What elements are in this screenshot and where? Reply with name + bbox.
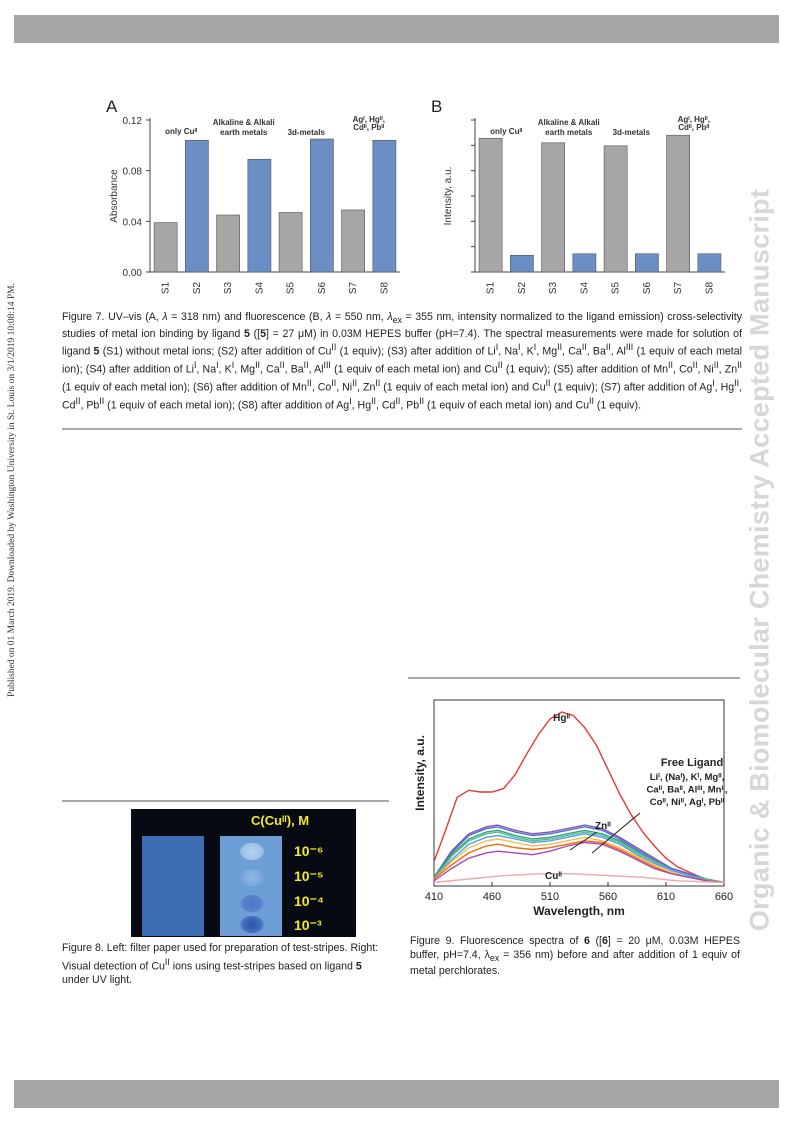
photo-title: C(Cuᴵᴵ), M xyxy=(251,813,310,828)
bar-S4 xyxy=(248,159,271,272)
y-tick-label: 0.00 xyxy=(122,268,142,279)
annotation-1: Alkaline & Alkali xyxy=(537,118,600,127)
conc-label-2: 10⁻⁵ xyxy=(294,868,324,884)
x-tick-label: S3 xyxy=(223,281,235,295)
label-free-line-1: Caᴵᴵ, Baᴵᴵ, Alᴵᴵᴵ, Mnᴵᴵ, xyxy=(646,784,728,796)
spot-1e-5 xyxy=(240,869,264,886)
x-tick-label: 560 xyxy=(598,891,618,903)
annotation-5: Cdᴵᴵ, Pbᴵᴵ xyxy=(353,123,385,132)
label-cu: Cuᴵᴵ xyxy=(545,871,562,882)
x-tick-label: S8 xyxy=(379,281,391,295)
figure7-caption: Figure 7. UV–vis (A, λ = 318 nm) and fluorescence (B, λ = 550 nm, $\lambda_{ex} = 355$ nm, intensity normalized to the ligand emission) cross-selectivity studies of metal ion binding by ligand 5 ([5] = 27 μM) in 0.03M HEPES buffer (pH=7.4). The spectral measurements were made for solution of ligand 5 (S1) without metal ions; (S2) after addition of $Cu^{II}$ (1 equiv); (S3) after addition of $Li^I$, $Na^I$, $K^I$, $Mg^{II}$, $Ca^{II}$, $Ba^{II}$, $Al^{III}$ (1 equiv of each metal ion); (S4) after addition of $Li^I$, $Na^I$, $K^I$, $Mg^{II}$, $Ca^{II}$, $Ba^{II}$, $Al^{III}$ (1 equiv of each metal ion) and $Cu^{II}$ (1 equiv); (S5) after addition of $Mn^{II}$, $Co^{II}$, $Ni^{II}$, $Zn^{II}$ (1 equiv of each metal ion); (S6) after addition of $Mn^{II}$, $Co^{II}$, $Ni^{II}$, $Zn^{II}$ (1 equiv of each metal ion) and $Cu^{II}$ (1 equiv); (S7) after addition of $Ag^I$, $Hg^{II}$, $Cd^{II}$, $Pb^{II}$ (1 equiv of each metal ion); (S8) after addition of $Ag^I$, $Hg^{II}$, $Cd^{II}$, $Pb^{II}$ (1 equiv of each metal ion) and $Cu^{II}$ (1 equiv). xyxy=(62,311,743,412)
download-notice-text: Published on 01 March 2019. Downloaded by Washington University in St. Louis on 3/1/2019 10:08:14 PM. xyxy=(7,283,17,697)
separator-2 xyxy=(408,677,740,679)
watermark-text: Organic & Biomolecular Chemistry Accepted Manuscript xyxy=(744,188,775,932)
bar-S6 xyxy=(310,139,333,272)
y-tick-label: 0.12 xyxy=(122,116,142,127)
panel-label: A xyxy=(106,97,118,116)
bar-S3 xyxy=(217,215,240,272)
label-free-title: Free Ligand xyxy=(660,757,724,769)
conc-label-4: 10⁻³ xyxy=(294,917,322,933)
spot-1e-3 xyxy=(240,916,264,933)
test-stripe-photo xyxy=(131,809,356,937)
panel-label: B xyxy=(431,97,443,116)
annotation-2: earth metals xyxy=(220,128,268,137)
x-tick-label: 460 xyxy=(482,891,502,903)
label-free-line-0: Liᴵ, (Naᴵ), Kᴵ, Mgᴵᴵ, xyxy=(649,772,725,783)
annotation-0: only Cuᴵᴵ xyxy=(165,127,198,136)
figure8-caption: Figure 8. Left: filter paper used for preparation of test-stripes. Right: Visual detection of $Cu^{II}$ ions using test-stripes based on ligand 5 under UV light. xyxy=(62,942,379,986)
x-tick-label: 510 xyxy=(540,891,560,903)
y-axis-label: Intensity, a.u. xyxy=(413,735,427,811)
bar-S8 xyxy=(373,140,396,272)
journal-watermark xyxy=(737,0,783,1123)
label-free-line-2: Coᴵᴵ, Niᴵᴵ, Agᴵ, Pbᴵᴵ xyxy=(649,797,725,808)
x-tick-label: S8 xyxy=(704,281,716,295)
bar-S5 xyxy=(279,212,302,272)
x-tick-label: S6 xyxy=(316,281,328,295)
annotation-3: 3d-metals xyxy=(612,128,650,137)
conc-label-1: 10⁻⁶ xyxy=(294,843,324,859)
bar-S1 xyxy=(479,138,502,272)
annotation-4: Agᴵ, Hgᴵᴵ, xyxy=(352,115,385,124)
bar-S6 xyxy=(635,254,658,272)
x-tick-label: S1 xyxy=(485,281,497,295)
conc-label-3: 10⁻⁴ xyxy=(294,893,324,909)
y-axis-label: Intensity, a.u. xyxy=(443,166,454,226)
annotation-5: Cdᴵᴵ, Pbᴵᴵ xyxy=(678,123,710,132)
x-tick-label: S5 xyxy=(610,281,622,295)
separator-3 xyxy=(62,800,389,802)
bar-S7 xyxy=(342,210,365,272)
bar-S1 xyxy=(154,223,177,272)
bar-S5 xyxy=(604,146,627,272)
x-tick-label: S3 xyxy=(548,281,560,295)
x-tick-label: S5 xyxy=(285,281,297,295)
x-tick-label: S6 xyxy=(641,281,653,295)
bar-S4 xyxy=(573,254,596,272)
x-tick-label: S7 xyxy=(348,281,360,295)
figure9-spectra xyxy=(412,690,740,932)
bar-S7 xyxy=(667,135,690,272)
x-tick-label: S1 xyxy=(160,281,172,295)
annotation-2: earth metals xyxy=(545,128,593,137)
x-tick-label: S2 xyxy=(191,281,203,295)
spot-1e-4 xyxy=(240,895,264,912)
x-tick-label: 660 xyxy=(714,891,734,903)
x-tick-label: 410 xyxy=(424,891,444,903)
x-tick-label: S7 xyxy=(673,281,685,295)
y-tick-label: 0.04 xyxy=(122,217,142,229)
annotation-0: only Cuᴵᴵ xyxy=(490,127,523,136)
x-tick-label: S4 xyxy=(579,281,591,295)
annotation-1: Alkaline & Alkali xyxy=(212,118,275,127)
bar-S8 xyxy=(698,254,721,272)
figure9-caption: Figure 9. Fluorescence spectra of 6 ([6] = 20 μM, 0.03M HEPES buffer, pH=7.4, $\lambda_{ex} = 356$ nm) before and after addition of 1 equiv of metal perchlorates. xyxy=(410,935,741,978)
y-axis-label: Absorbance xyxy=(109,169,120,223)
spot-1e-6 xyxy=(240,843,264,860)
series-Li(I) xyxy=(434,843,724,883)
download-notice xyxy=(3,0,21,1123)
bar-S2 xyxy=(510,255,533,272)
footer-bar xyxy=(14,1080,779,1108)
annotation-3: 3d-metals xyxy=(287,128,325,137)
x-axis-label: Wavelength, nm xyxy=(533,904,625,918)
figure7-panel-a xyxy=(100,96,410,308)
x-tick-label: S4 xyxy=(254,281,266,295)
header-bar xyxy=(14,15,779,43)
figure7-panel-b xyxy=(425,96,735,308)
label-zn: Znᴵᴵ xyxy=(595,821,611,832)
annotation-4: Agᴵ, Hgᴵᴵ, xyxy=(677,115,710,124)
y-tick-label: 0.08 xyxy=(122,166,142,178)
bar-S2 xyxy=(185,140,208,272)
x-tick-label: 610 xyxy=(656,891,676,903)
filter-paper-strip xyxy=(142,836,204,936)
bar-S3 xyxy=(542,143,565,272)
label-hg: Hgᴵᴵ xyxy=(553,713,571,724)
separator-1 xyxy=(62,428,742,430)
x-tick-label: S2 xyxy=(516,281,528,295)
